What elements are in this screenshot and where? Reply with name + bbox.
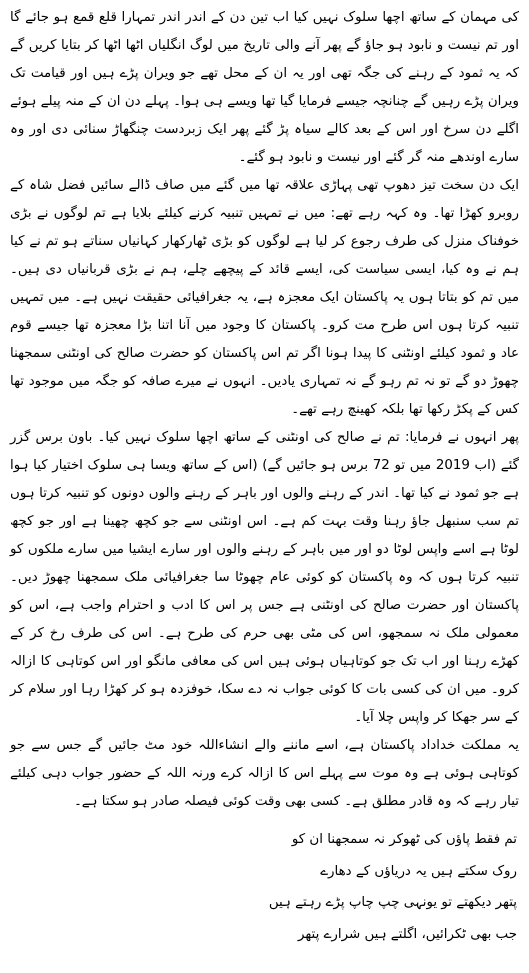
poem-verse: پتھر دیکھتے تو یونہی چپ چاپ پڑے رہتے ہیں [268,895,517,910]
paragraph-warning: ایک دن سخت تیز دھوپ تھی پہاڑی علاقہ تھا میں گئے میں صاف ڈالے سائیں فضل شاہ کے روبرو کھڑا تھا۔ وہ کہہ رہے تھے: میں نے تمہیں تنبیہ کرنے کیلئے بلایا ہے تم لوگوں نے بڑی خوفناک منزل کی طرف رجوع کر لیا ہے لوگوں کو بڑی ٹھارکھار کہانیاں سناتے ہو تم نے کیا ہم نے وہ کیا، ایسی سیاست کی، ایسے قائد کے پیچھے چلے، ہم نے بڑی قربانیاں دی ہیں۔ میں تم کو بتاتا ہوں یہ پاکستان ایک معجزہ ہے، یہ جغرافیائی حقیقت نہیں ہے۔ میں تمہیں تنبیہ کرتا ہوں اس طرح مت کرو۔ پاکستان کا وجود میں آنا اتنا بڑا معجزہ تھا جیسے قوم عاد و ثمود کیلئے اونٹنی کا پیدا ہونا اگر تم اس پاکستان کو حضرت صالح کی اونٹنی سمجھنا چھوڑ دو گے تو نہ تم رہو گے نہ تمہاری یادیں۔ انہوں نے میرے صافہ کو جگہ میں موجود تھا کس کے پکڑ رکھا تھا بلکہ کھینچ رہے تھے۔ [10,178,519,417]
closing-poem [10,824,519,950]
poem-verse: تم فقط پاؤں کی ٹھوکر نہ سمجھنا ان کو [291,832,517,847]
poem-verse: روک سکتے ہیں یہ دریاؤں کے دھارے [320,863,517,879]
paragraph-admonition: پھر انہوں نے فرمایا: تم نے صالح کی اونٹنی کے ساتھ اچھا سلوک نہیں کیا۔ باون برس گزر گئے (اب 2019 میں تو 72 برس ہو جائیں گے) (اس کے ساتھ ویسا ہی سلوک اختیار کیا ہوا ہے جو ثمود نے کیا تھا۔ اندر کے رہنے والوں اور باہر کے رہنے والوں دونوں کو تنبیہ کرتا ہوں تم سب سنبھل جاؤ رہنا وقت بہت کم ہے۔ اس اونٹنی سے جو کچھ چھینا ہے اور جو کچھ لوٹا ہے اسے واپس لوٹا دو اور میں باہر کے رہنے والوں اور سارے ایشیا میں سارے ملکوں کو تنبیہ کرتا ہوں کہ وہ پاکستان کو کوئی عام چھوٹا سا جغرافیائی ملک سمجھنا چھوڑ دیں۔ پاکستان اور حضرت صالح کی اونٹنی ہے جس پر اس کا ادب و احترام واجب ہے، اس کو معمولی ملک نہ سمجھو، اس کی مٹی بھی حرم کی طرح ہے۔ اس کی طرف رخ کر کے کھڑے رہنا اور اب تک جو کوتاہیاں ہوئی ہیں اس کی معافی مانگو اور اس کوتاہی کا ازالہ کرو۔ میں ان کی کسی بات کا کوئی جواب نہ دے سکا، خوفزدہ ہو کر کھڑا رہا اور سلام کر کے سر جھکا کر واپس چلا آیا۔ [10,430,519,725]
paragraph-conclusion: یہ مملکت خداداد پاکستان ہے، اسے ماننے والے انشاءاللہ خود مٹ جائیں گے جس سے جو کوتاہی ہوئی ہے وہ موت سے پہلے اس کا ازالہ کرے ورنہ اللہ کے حضور جواب دہی کیلئے تیار رہے کہ وہ قادر مطلق ہے۔ کسی بھی وقت کوئی فیصلہ صادر ہو سکتا ہے۔ [10,738,519,809]
paragraph-intro: کی مہمان کے ساتھ اچھا سلوک نہیں کیا اب تین دن کے اندر اندر تمہارا قلع قمع ہو جائے گا اور تم نیست و نابود ہو جاؤ گے پھر آنے والی تاریخ میں لوگ انگلیاں اٹھا اٹھا کر بتایا کریں گے کہ یہ ثمود کے رہنے کی جگہ تھی اور یہ ان کے محل تھے جو ویران پڑے ہیں اور قیامت تک ویران پڑے رہیں گے چنانچہ جیسے فرمایا گیا تھا ویسے ہی ہوا۔ پہلے دن ان کے منہ پیلے ہوئے اگلے دن سرخ اور اس کے بعد کالے سیاہ پڑ گئے پھر ایک زبردست چنگھاڑ سنائی دی اور وہ سارے اوندھے منہ گر گئے اور نیست و نابود ہو گئے۔ [10,10,519,165]
poem-verse: جب بھی ٹکرائیں، اگلتے ہیں شرارے پتھر [297,926,517,942]
